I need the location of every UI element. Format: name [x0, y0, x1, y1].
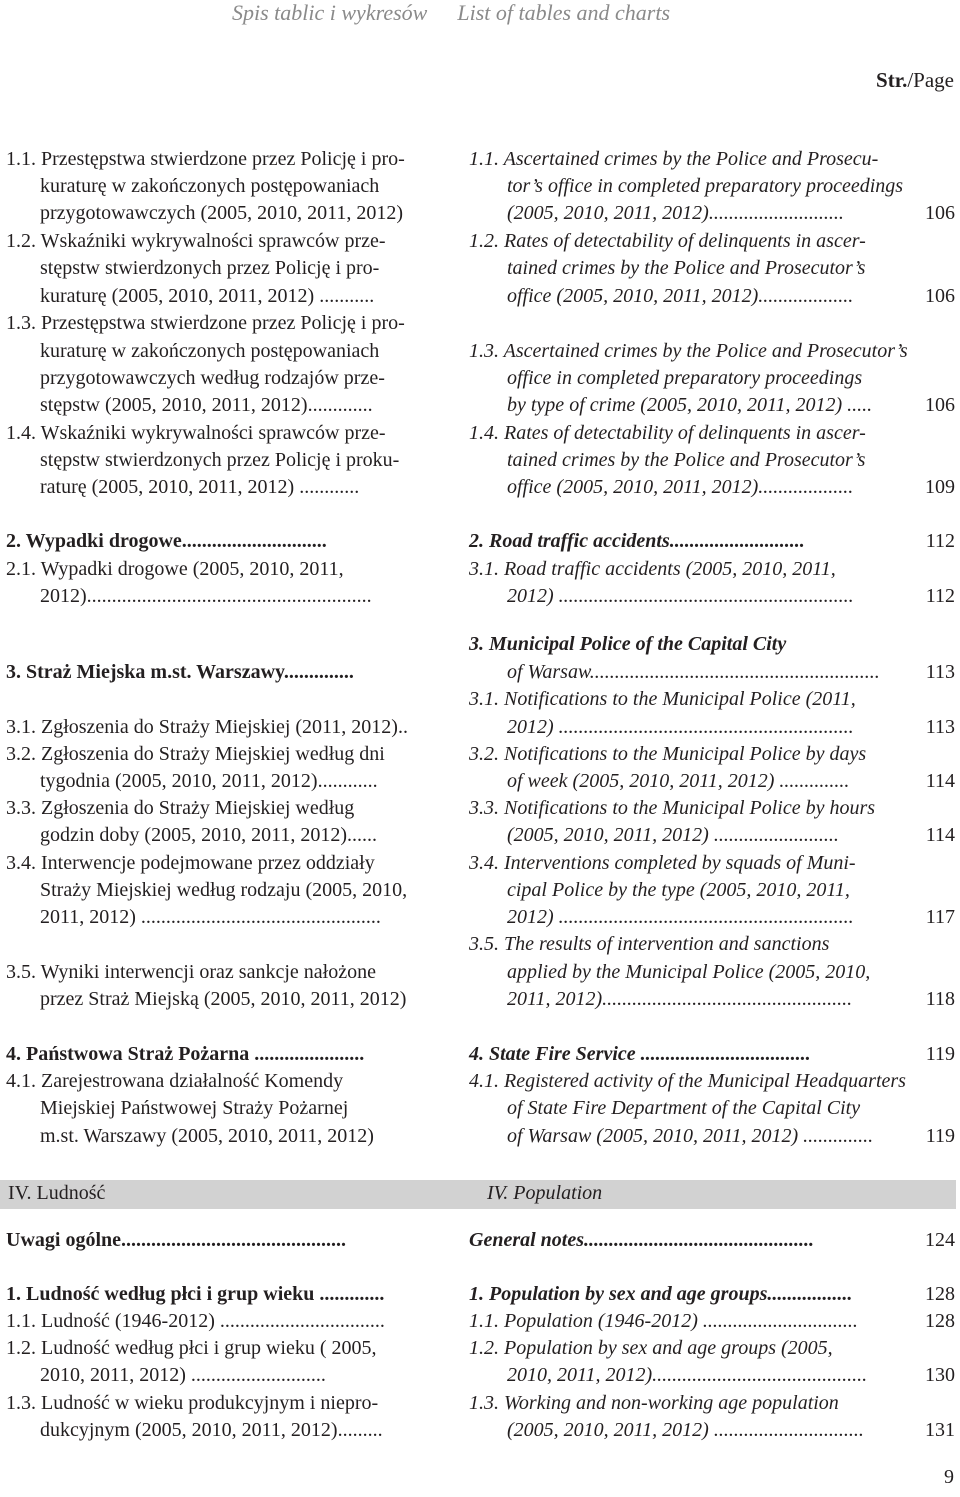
page-number: 130: [925, 1364, 955, 1386]
toc-entry-en: tained crimes by the Police and Prosecutor’s: [507, 449, 866, 471]
toc-entry-en: office in completed preparatory proceedings: [507, 367, 863, 389]
page-number: 106: [925, 394, 955, 416]
toc-entry-pl: Straży Miejskiej według rodzaju (2005, 2010,: [40, 879, 408, 901]
toc-entry-pl: 2.1. Wypadki drogowe (2005, 2010, 2011,: [6, 558, 344, 580]
toc-chapter-pl: 1. Ludność według płci i grup wieku .............: [6, 1283, 385, 1305]
toc-entry-pl: stępstw stwierdzonych przez Policję i pro-: [40, 257, 380, 279]
toc-entry-en: (2005, 2010, 2011, 2012)...........................: [507, 202, 844, 224]
toc-entry-en: 3.1. Road traffic accidents (2005, 2010, 2011,: [469, 558, 836, 580]
toc-entry-en: 1.2. Rates of detectability of delinquents in ascer-: [469, 230, 866, 252]
page-label-en: /Page: [907, 68, 954, 92]
toc-entry-en: of State Fire Department of the Capital City: [507, 1097, 861, 1119]
toc-entry-pl: 3.2. Zgłoszenia do Straży Miejskiej według dni: [6, 743, 385, 765]
toc-chapter-en: General notes..............................................: [469, 1229, 814, 1251]
toc-entry-pl: kuraturę (2005, 2010, 2011, 2012) ...........: [40, 285, 375, 307]
toc-entry-en: 3.2. Notifications to the Municipal Police by days: [469, 743, 867, 765]
toc-entry-pl: m.st. Warszawy (2005, 2010, 2011, 2012): [40, 1125, 374, 1147]
toc-entry-pl: tygodnia (2005, 2010, 2011, 2012)............: [40, 770, 378, 792]
header-title-en: List of tables and charts: [457, 0, 671, 25]
toc-entry-pl: przygotowawczych (2005, 2010, 2011, 2012): [40, 202, 404, 224]
section-band: [0, 1180, 956, 1209]
toc-entry-en: tained crimes by the Police and Prosecutor’s: [507, 257, 866, 279]
section-title-en: IV. Population: [487, 1182, 603, 1204]
toc-entry-pl: 1.2. Ludność według płci i grup wieku ( 2005,: [6, 1337, 377, 1359]
toc-entry-pl: 3.5. Wyniki interwencji oraz sankcje nałożone: [6, 961, 376, 983]
toc-entry-pl: 2012).........................................................: [40, 585, 372, 607]
page-number: 119: [925, 1043, 955, 1065]
toc-entry-en: of Warsaw (2005, 2010, 2011, 2012) ..............: [507, 1125, 874, 1147]
toc-entry-pl: kuraturę w zakończonych postępowaniach: [40, 175, 380, 197]
toc-chapter-en: 2. Road traffic accidents...........................: [469, 530, 805, 552]
toc-entry-pl: dukcyjnym (2005, 2010, 2011, 2012).........: [40, 1419, 383, 1441]
toc-entry-pl: 1.2. Wskaźniki wykrywalności sprawców prze-: [6, 230, 386, 252]
toc-entry-en: 4.1. Registered activity of the Municipal Headquarters: [469, 1070, 906, 1092]
toc-entry-en: 3.5. The results of intervention and sanctions: [469, 933, 830, 955]
page-number: 119: [925, 1125, 955, 1147]
page-number: 114: [925, 824, 955, 846]
toc-entry-en: of week (2005, 2010, 2011, 2012) ..............: [507, 770, 850, 792]
toc-entry-en: office (2005, 2010, 2011, 2012)...................: [507, 285, 854, 307]
toc-entry-en: tor’s office in completed preparatory proceedings: [507, 175, 904, 197]
toc-chapter-en: 1. Population by sex and age groups.................: [469, 1283, 853, 1305]
page-number: 114: [925, 770, 955, 792]
page-number: 124: [925, 1229, 955, 1251]
toc-entry-en: 2012) ...........................................................: [507, 906, 854, 928]
toc-entry-en: 1.3. Working and non-working age population: [469, 1392, 839, 1414]
toc-entry-en: 1.1. Population (1946-2012) ...............................: [469, 1310, 858, 1332]
toc-entry-en: 2012) ...........................................................: [507, 716, 854, 738]
page-number: 128: [925, 1310, 955, 1332]
page-number: 131: [925, 1419, 955, 1441]
toc-chapter-pl: 4. Państwowa Straż Pożarna ......................: [6, 1043, 365, 1065]
section-title-pl: IV. Ludność: [8, 1182, 106, 1204]
toc-entry-en: 3.3. Notifications to the Municipal Police by hours: [469, 797, 876, 819]
page-number: 113: [925, 661, 955, 683]
toc-entry-pl: Miejskiej Państwowej Straży Pożarnej: [40, 1097, 349, 1119]
toc-entry-pl: 1.3. Przestępstwa stwierdzone przez Policję i pro-: [6, 312, 405, 334]
toc-entry-en: of Warsaw..........................................................: [507, 661, 880, 683]
toc-entry-en: 1.2. Population by sex and age groups (2005,: [469, 1337, 833, 1359]
toc-chapter-en: 4. State Fire Service ..................................: [469, 1043, 811, 1065]
toc-entry-en: 2011, 2012)..................................................: [507, 988, 853, 1010]
toc-entry-pl: 3.3. Zgłoszenia do Straży Miejskiej według: [6, 797, 355, 819]
toc-entry-pl: godzin doby (2005, 2010, 2011, 2012)......: [40, 824, 378, 846]
toc-entry-pl: 2010, 2011, 2012) ...........................: [40, 1364, 326, 1386]
page-number: 112: [925, 530, 955, 552]
toc-entry-en: by type of crime (2005, 2010, 2011, 2012) .....: [507, 394, 873, 416]
header-title-pl: Spis tablic i wykresów: [232, 0, 428, 25]
toc-entry-en: (2005, 2010, 2011, 2012) ..............................: [507, 1419, 864, 1441]
toc-entry-pl: przez Straż Miejską (2005, 2010, 2011, 2012): [40, 988, 407, 1010]
toc-entry-pl: stępstw stwierdzonych przez Policję i proku-: [40, 449, 400, 471]
page-number: 109: [925, 476, 955, 498]
page-label-pl: Str.: [876, 68, 908, 92]
toc-entry-en: 2012) ...........................................................: [507, 585, 854, 607]
toc-entry-en: office (2005, 2010, 2011, 2012)...................: [507, 476, 854, 498]
toc-entry-pl: 3.4. Interwencje podejmowane przez oddziały: [6, 852, 375, 874]
toc-entry-pl: 4.1. Zarejestrowana działalność Komendy: [6, 1070, 344, 1092]
page-number: 118: [925, 988, 955, 1010]
toc-chapter-pl: 3. Straż Miejska m.st. Warszawy..............: [6, 661, 354, 683]
toc-entry-en: 1.1. Ascertained crimes by the Police and Prosecu-: [469, 148, 879, 170]
toc-entry-en: applied by the Municipal Police (2005, 2010,: [507, 961, 871, 983]
page-number: 106: [925, 202, 955, 224]
folio: 9: [944, 1466, 954, 1488]
page-number: 112: [925, 585, 955, 607]
toc-chapter-en: 3. Municipal Police of the Capital City: [469, 633, 787, 655]
running-header: [232, 0, 700, 26]
toc-entry-en: 1.4. Rates of detectability of delinquents in ascer-: [469, 422, 866, 444]
page-number: 117: [925, 906, 955, 928]
toc-entry-pl: kuraturę w zakończonych postępowaniach: [40, 340, 380, 362]
toc-entry-pl: przygotowawczych według rodzajów prze-: [40, 367, 385, 389]
toc-entry-pl: 1.1. Ludność (1946-2012) .................................: [6, 1310, 385, 1332]
toc-entry-en: 3.1. Notifications to the Municipal Police (2011,: [469, 688, 856, 710]
toc-entry-en: 1.3. Ascertained crimes by the Police and Prosecutor’s: [469, 340, 908, 362]
page-number: 128: [925, 1283, 955, 1305]
toc-entry-en: 3.4. Interventions completed by squads of Muni-: [469, 852, 856, 874]
toc-chapter-pl: Uwagi ogólne.............................................: [6, 1229, 346, 1251]
toc-entry-pl: raturę (2005, 2010, 2011, 2012) ............: [40, 476, 360, 498]
toc-chapter-pl: 2. Wypadki drogowe.............................: [6, 530, 327, 552]
toc-entry-en: 2010, 2011, 2012)...........................................: [507, 1364, 868, 1386]
page-number: 106: [925, 285, 955, 307]
toc-entry-pl: stępstw (2005, 2010, 2011, 2012).............: [40, 394, 373, 416]
page-column-label: [876, 68, 954, 93]
toc-entry-en: (2005, 2010, 2011, 2012) .........................: [507, 824, 839, 846]
toc-entry-pl: 1.3. Ludność w wieku produkcyjnym i niepro-: [6, 1392, 379, 1414]
toc-entry-pl: 1.1. Przestępstwa stwierdzone przez Policję i pro-: [6, 148, 405, 170]
toc-entry-pl: 2011, 2012) ................................................: [40, 906, 381, 928]
toc-entry-en: cipal Police by the type (2005, 2010, 2011,: [507, 879, 850, 901]
toc-entry-pl: 3.1. Zgłoszenia do Straży Miejskiej (2011, 2012)..: [6, 716, 408, 738]
toc-entry-pl: 1.4. Wskaźniki wykrywalności sprawców prze-: [6, 422, 386, 444]
page-number: 113: [925, 716, 955, 738]
